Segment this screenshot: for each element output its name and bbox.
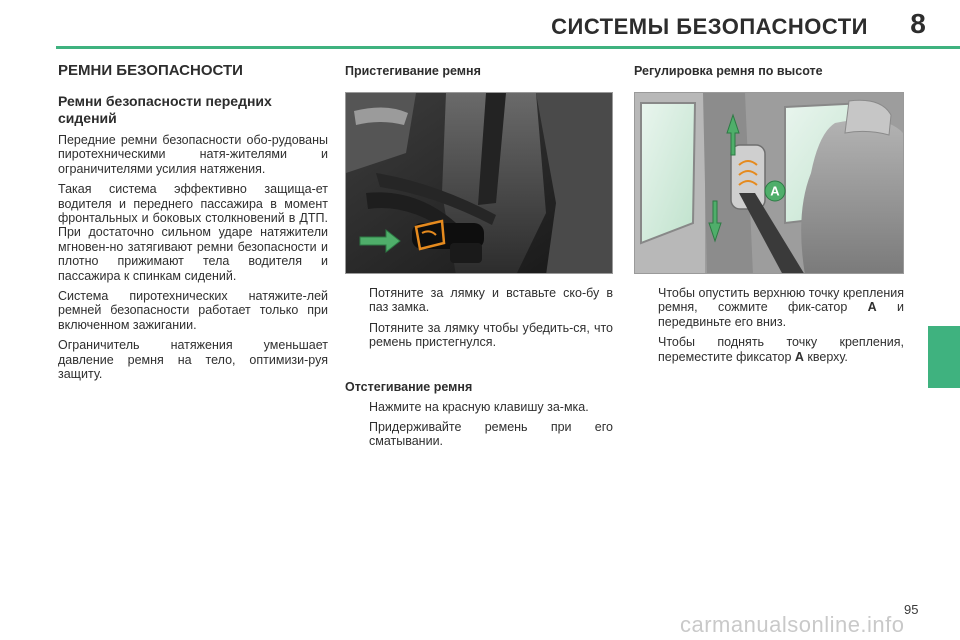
column-buckling: [345, 60, 613, 449]
instruction-bullet: [345, 286, 613, 315]
watermark: carmanualsonline.info: [680, 612, 905, 637]
page-number: 95: [904, 602, 919, 617]
bullet-text: Нажмите на красную клавишу за-мка.: [369, 399, 589, 414]
paragraph: Передние ремни безопасности обо-рудованы пиротехническими натя-жителями и ограничителями усилия натяжения.: [58, 133, 328, 176]
bullet-text-part: кверху.: [803, 349, 848, 364]
bullet-text-part: Чтобы опустить верхнюю точку крепления ремня, сожмите фик-сатор: [658, 286, 904, 315]
bullet-text-part: Чтобы поднять точку крепления, переместите фиксатор: [658, 335, 904, 364]
height-adjust-illustration: [635, 93, 904, 274]
column-height-adjust: [634, 60, 904, 364]
height-adjust-heading: Регулировка ремня по высоте: [634, 64, 823, 78]
instruction-bullet: [634, 286, 904, 329]
fixator-label: A: [770, 183, 780, 199]
header-divider: [56, 46, 960, 49]
instruction-bullet: [345, 400, 613, 414]
buckle-illustration: [346, 93, 613, 274]
paragraph: Такая система эффективно защища-ет водителя и переднего пассажира в момент фронтальных и боковых столкновений в ДТП. При достаточно сильном ударе натяжители мгновен-но затягивают ремни безопасности и плотно прижимают тела водителя и пассажира к спинкам сидений.: [58, 182, 328, 283]
bullet-text-part: и передвиньте его вниз.: [658, 300, 904, 329]
fixator-letter: A: [794, 349, 804, 364]
paragraph: Система пиротехнических натяжите-лей ремней безопасности работает только при включенном зажигании.: [58, 289, 328, 332]
chapter-title: СИСТЕМЫ БЕЗОПАСНОСТИ: [551, 14, 868, 39]
bullet-text: Придерживайте ремень при его сматывании.: [369, 420, 613, 449]
paragraph: Ограничитель натяжения уменьшает давление ремня на тело, оптимизи-руя защиту.: [58, 338, 328, 382]
instruction-bullet: [345, 420, 613, 449]
buckle-photo: [345, 92, 613, 274]
section-title: РЕМНИ БЕЗОПАСНОСТИ: [58, 62, 243, 79]
buckling-heading: Пристегивание ремня: [345, 64, 481, 78]
chapter-number: 8: [910, 8, 926, 39]
bullet-text: Потяните за лямку чтобы убедить-ся, что ремень пристегнулся.: [369, 320, 613, 350]
bullet-text: Потяните за лямку и вставьте ско-бу в паз замка.: [369, 286, 613, 315]
subsection-title: Ремни безопасности передних сидений: [58, 93, 272, 126]
instruction-bullet: [634, 335, 904, 364]
instruction-bullet: [345, 321, 613, 350]
unbuckling-heading: Отстегивание ремня: [345, 379, 473, 394]
chapter-side-tab[interactable]: [928, 326, 960, 388]
column-intro: [58, 60, 328, 382]
height-adjust-photo: [634, 92, 904, 274]
fixator-letter: A: [867, 300, 877, 315]
